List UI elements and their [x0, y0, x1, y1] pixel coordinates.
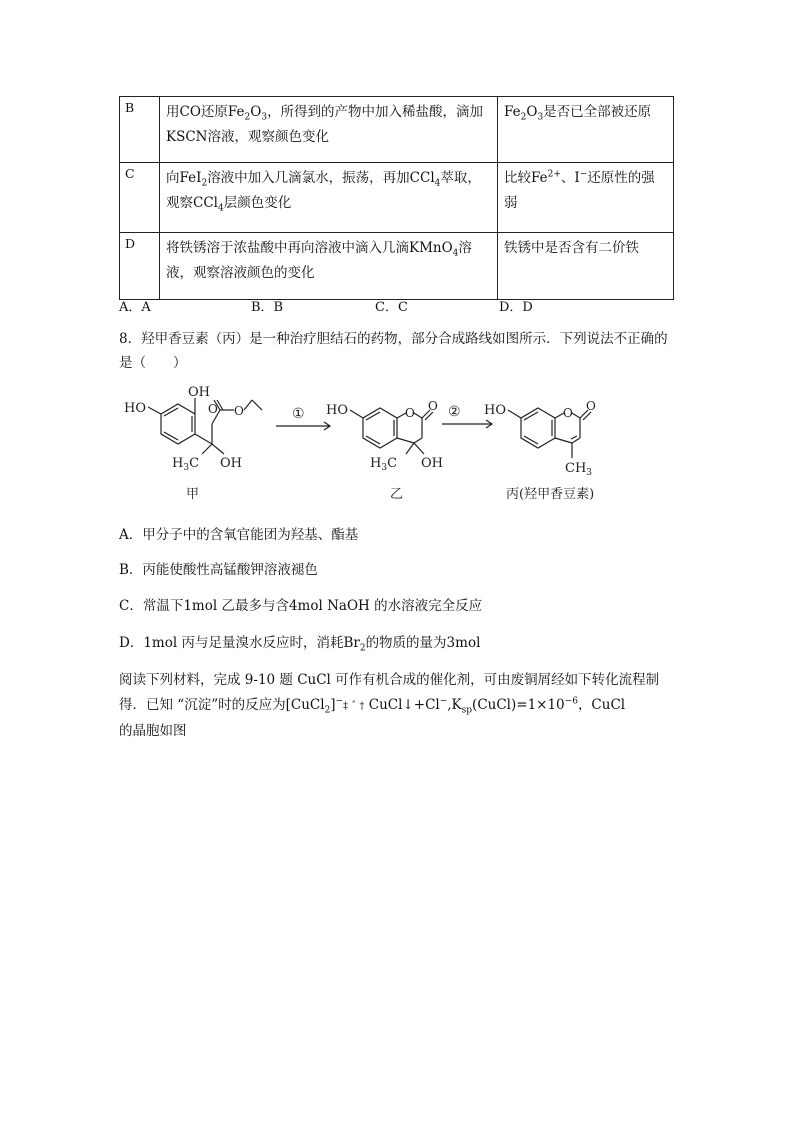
compound-yi-structure — [350, 408, 433, 454]
jia-ho-label: HO — [124, 401, 146, 416]
yi-ring-o-label: O — [405, 406, 415, 420]
choice-a: A．A — [119, 300, 151, 315]
bing-carbonyl-o-label: O — [586, 399, 596, 413]
jia-oh-top-label: OH — [188, 385, 210, 400]
yi-ho-label: HO — [326, 403, 348, 418]
experiment-table — [119, 96, 674, 300]
operation-cell: 用CO还原$Fe_2O_3$，所得到的产物中加入稀盐酸，滴加KSCN溶液，观察颜色变化 — [160, 97, 498, 163]
bing-ho-label: HO — [484, 403, 506, 418]
passage-9-10: 阅读下列材料，完成 9-10 题 CuCl 可作有机合成的催化剂，可由废铜屑经如下转化流程制得．已知 “沉淀”时的反应为[CuCl$_2$]−‡ ˆ † $CuCl↓+Cl^-,K_{sp}(CuCl)=1\times 10^{-6}$，CuCl 的晶胞如图 — [119, 672, 660, 739]
jia-ester-o-label: O — [234, 404, 244, 418]
synthesis-scheme — [110, 380, 650, 510]
yi-oh-label: OH — [421, 456, 443, 471]
yi-carbonyl-o-label: O — [428, 399, 438, 413]
table-row — [120, 163, 674, 233]
compound-bing-label: 丙(羟甲香豆素) — [506, 487, 595, 502]
compound-jia-label: 甲 — [186, 487, 200, 502]
step-2-label: ② — [448, 404, 461, 420]
compound-yi-label: 乙 — [390, 487, 404, 502]
purpose-cell: $Fe_2O_3$是否已全部被还原 — [498, 97, 674, 163]
choice-b: B．B — [251, 300, 284, 315]
table-row — [120, 97, 674, 163]
option-b: B．丙能使酸性高锰酸钾溶液褪色 — [119, 562, 318, 578]
table-row — [120, 233, 674, 300]
operation-cell: 将铁锈溶于浓盐酸中再向溶液中滴入几滴KMnO$_4$溶液，观察溶液颜色的变化 — [160, 233, 498, 300]
question-8-stem: 8．羟甲香豆素（丙）是一种治疗胆结石的药物，部分合成路线如图所示．下列说法不正确的是（ ） — [119, 331, 668, 371]
row-letter: C — [120, 163, 160, 233]
jia-oh-bottom-label: OH — [220, 456, 242, 471]
option-a: A．甲分子中的含氧官能团为羟基、酯基 — [119, 527, 359, 543]
purpose-cell: 比较$Fe^{2+}$、I−还原性的强弱 — [498, 163, 674, 233]
bing-ring-o-label: O — [563, 406, 573, 420]
jia-h3c-label: $H_3C$ — [172, 456, 200, 473]
purpose-cell: 铁锈中是否含有二价铁 — [498, 233, 674, 300]
operation-cell: 向FeI$_2$溶液中加入几滴氯水，振荡，再加CCl$_4$萃取，观察CCl$_4$层颜色变化 — [160, 163, 498, 233]
yi-h3c-label: $H_3C$ — [370, 456, 398, 473]
choice-d: D．D — [499, 300, 533, 315]
choice-c: C．C — [375, 300, 408, 315]
compound-jia-structure — [148, 398, 262, 454]
bing-ch3-label: $CH_3$ — [565, 461, 593, 478]
compound-bing-structure — [508, 408, 591, 458]
option-d: D．1mol 丙与足量溴水反应时，消耗$Br_2$的物质的量为3mol — [119, 635, 481, 654]
step-1-label: ① — [292, 406, 305, 422]
jia-carbonyl-o-label: O — [208, 402, 218, 416]
row-letter: D — [120, 233, 160, 300]
row-letter: B — [120, 97, 160, 163]
option-c: C．常温下1mol 乙最多与含4mol NaOH 的水溶液完全反应 — [119, 598, 483, 614]
